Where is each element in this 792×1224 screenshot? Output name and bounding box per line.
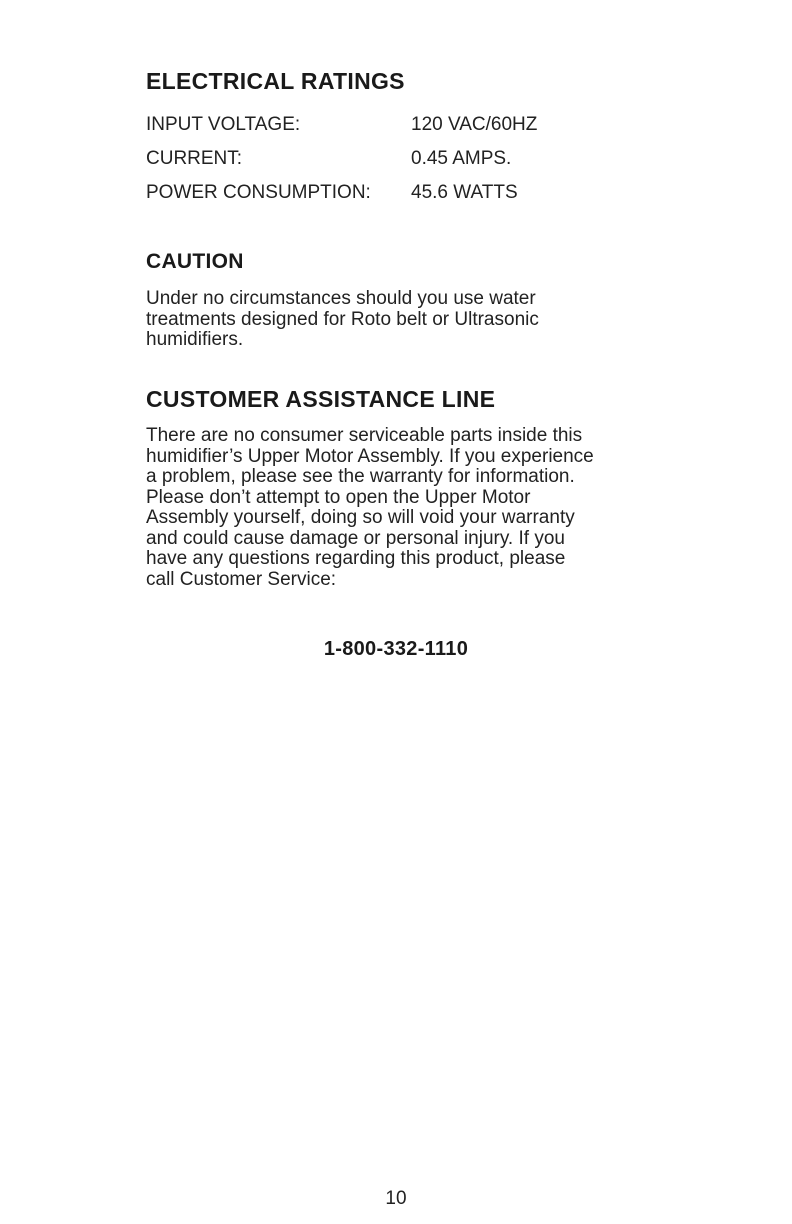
spec-label: CURRENT:: [146, 148, 243, 169]
caution-heading: CAUTION: [146, 250, 244, 273]
caution-paragraph: [146, 289, 646, 351]
text-line: humidifier’s Upper Motor Assembly. If you experience: [146, 445, 594, 467]
text-line: treatments designed for Roto belt or Ultrasonic: [146, 308, 539, 330]
spec-value: 0.45 AMPS.: [411, 148, 512, 169]
spec-value: 45.6 WATTS: [411, 182, 518, 203]
text-line: Please don’t attempt to open the Upper Motor: [146, 486, 531, 508]
text-line: and could cause damage or personal injury. If you: [146, 527, 565, 549]
page-number: 10: [385, 1188, 407, 1209]
text-line: humidifiers.: [146, 329, 244, 350]
text-line: There are no consumer serviceable parts inside this: [146, 425, 583, 446]
customer-assistance-paragraph: [146, 426, 646, 590]
text-line: a problem, please see the warranty for information.: [146, 466, 575, 487]
text-line: have any questions regarding this product, please: [146, 548, 566, 569]
text-line: Under no circumstances should you use water: [146, 288, 536, 309]
spec-label: INPUT VOLTAGE:: [146, 114, 301, 135]
spec-value: 120 VAC/60HZ: [411, 114, 538, 135]
text-line: Assembly yourself, doing so will void your warranty: [146, 507, 575, 528]
spec-label: POWER CONSUMPTION:: [146, 182, 371, 203]
electrical-ratings-heading: ELECTRICAL RATINGS: [146, 68, 405, 94]
text-line: call Customer Service:: [146, 568, 337, 590]
customer-assistance-heading: CUSTOMER ASSISTANCE LINE: [146, 386, 496, 412]
customer-service-phone-number: 1-800-332-1110: [323, 638, 469, 660]
